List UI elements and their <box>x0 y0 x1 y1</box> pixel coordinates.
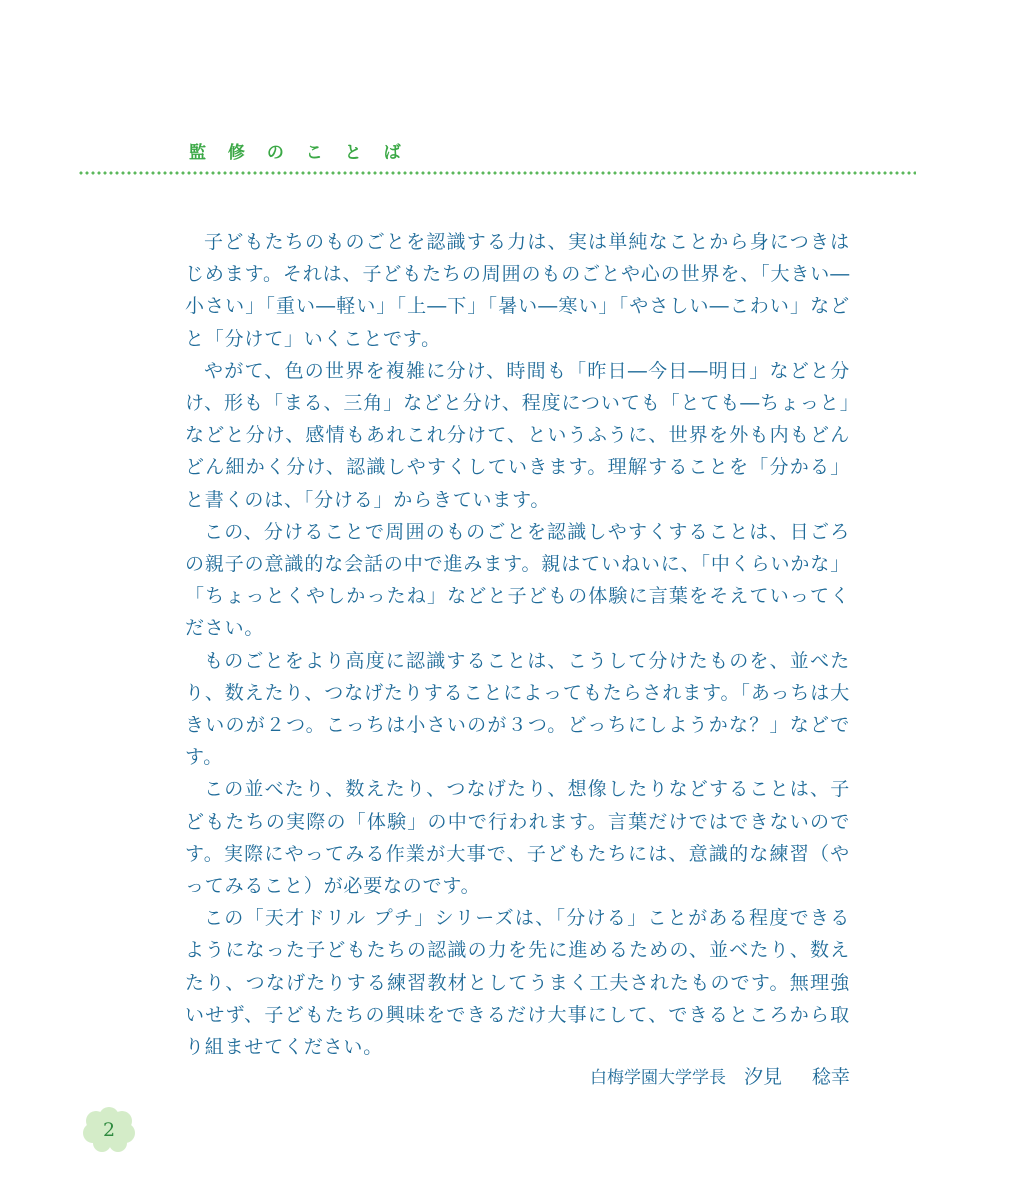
paragraph: この、分けることで周囲のものごとを認識しやすくすることは、日ごろの親子の意識的な会話の中で進みます。親はていねいに、「中くらいかな」「ちょっとくやしかったね」などと子どもの体験に言葉をそえていってください。 <box>185 520 850 640</box>
paragraph: やがて、色の世界を複雑に分け、時間も「昨日―今日―明日」などと分け、形も「まる、三角」などと分け、程度についても「とても―ちょっと」などと分け、感情もあれこれ分けて、というふうに、世界を外も内もどんどん細かく分け、認識しやすくしていきます。理解することを「分かる」と書くのは、「分ける」からきています。 <box>185 359 850 511</box>
signature-affiliation: 白梅学園大学学長 <box>589 1068 726 1088</box>
page-number: 2 <box>102 1119 116 1141</box>
page-title: 監 修 の こ と ば <box>189 143 409 163</box>
dotted-divider <box>78 171 916 175</box>
paragraph: この「天才ドリル プチ」シリーズは、「分ける」ことがある程度できるようになった子どもたちの認識の力を先に進めるための、並べたり、数えたり、つなげたりする練習教材としてうまく工夫されたものです。無理強いせず、子どもたちの興味をできるだけ大事にして、できるところから取り組ませてください。 <box>185 907 850 1059</box>
page-number-badge <box>82 1107 136 1153</box>
body-text <box>185 226 850 1063</box>
paragraph: この並べたり、数えたり、つなげたり、想像したりなどすることは、子どもたちの実際の「体験」の中で行われます。言葉だけではできないのです。実際にやってみる作業が大事で、子どもたちには、意識的な練習（やってみること）が必要なのです。 <box>185 778 850 898</box>
signature <box>590 1064 850 1091</box>
signature-given-name: 稔幸 <box>811 1066 850 1088</box>
signature-surname: 汐見 <box>743 1066 782 1088</box>
paragraph: ものごとをより高度に認識することは、こうして分けたものを、並べたり、数えたり、つなげたりすることによってもたらされます。「あっちは大きいのが２つ。こっちは小さいのが３つ。どっちにしようかな？」などです。 <box>185 649 850 769</box>
paragraph: 子どもたちのものごとを認識する力は、実は単純なことから身につきはじめます。それは、子どもたちの周囲のものごとや心の世界を、「大きい―小さい」「重い―軽い」「上―下」「暑い―寒い」「やさしい―こわい」などと「分けて」いくことです。 <box>185 231 850 350</box>
